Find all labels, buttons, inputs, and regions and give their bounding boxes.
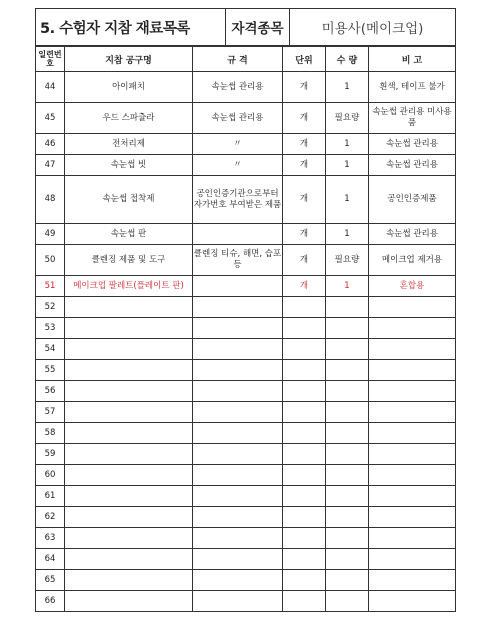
cell-spec xyxy=(193,339,283,360)
cell-spec xyxy=(193,486,283,507)
cell-unit xyxy=(283,402,326,423)
cell-name: 속눈썹 판 xyxy=(65,224,193,245)
cell-spec xyxy=(193,465,283,486)
cell-name: 속눈썹 접착제 xyxy=(65,176,193,224)
cell-note: 혼합용 xyxy=(369,276,456,297)
col-header-no: 일련번호 xyxy=(36,47,65,72)
col-header-qty: 수 량 xyxy=(326,47,369,72)
cell-note: 속눈썹 관리용 xyxy=(369,155,456,176)
cell-unit xyxy=(283,444,326,465)
cell-qty: 1 xyxy=(326,176,369,224)
cell-unit xyxy=(283,339,326,360)
cell-no: 57 xyxy=(36,402,65,423)
cell-qty: 필요량 xyxy=(326,245,369,276)
table-row-empty xyxy=(36,549,456,570)
table-row-empty xyxy=(36,486,456,507)
cell-unit xyxy=(283,318,326,339)
cell-qty: 1 xyxy=(326,155,369,176)
cell-spec xyxy=(193,444,283,465)
cell-spec xyxy=(193,570,283,591)
cell-name: 클렌징 제품 및 도구 xyxy=(65,245,193,276)
table-row-empty xyxy=(36,318,456,339)
table-row-empty xyxy=(36,381,456,402)
cell-no: 53 xyxy=(36,318,65,339)
cell-spec: 공인인증기관으로부터 자가번호 부여받은 제품 xyxy=(193,176,283,224)
cell-no: 45 xyxy=(36,103,65,134)
cell-name: 속눈썹 빗 xyxy=(65,155,193,176)
cell-unit: 개 xyxy=(283,224,326,245)
cell-unit: 개 xyxy=(283,72,326,103)
cell-name: 우드 스파츌라 xyxy=(65,103,193,134)
cell-no: 56 xyxy=(36,381,65,402)
table-row-empty xyxy=(36,465,456,486)
table-row xyxy=(36,224,456,245)
cell-qty: 1 xyxy=(326,224,369,245)
cell-note xyxy=(369,549,456,570)
table-row-empty xyxy=(36,570,456,591)
cell-no: 54 xyxy=(36,339,65,360)
cell-name xyxy=(65,339,193,360)
header-table xyxy=(35,8,456,46)
cell-qty xyxy=(326,381,369,402)
cell-note: 메이크업 제거용 xyxy=(369,245,456,276)
cell-no: 64 xyxy=(36,549,65,570)
cell-qty xyxy=(326,402,369,423)
cell-unit xyxy=(283,486,326,507)
cell-no: 55 xyxy=(36,360,65,381)
cell-qty xyxy=(326,486,369,507)
cell-no: 46 xyxy=(36,134,65,155)
cell-name xyxy=(65,360,193,381)
cell-qty xyxy=(326,360,369,381)
cell-spec xyxy=(193,360,283,381)
cell-qty xyxy=(326,591,369,612)
cell-qty: 1 xyxy=(326,276,369,297)
cell-qty xyxy=(326,423,369,444)
cell-name xyxy=(65,570,193,591)
cell-unit xyxy=(283,591,326,612)
table-row-empty xyxy=(36,339,456,360)
header-row xyxy=(36,9,456,46)
cell-no: 62 xyxy=(36,507,65,528)
table-row xyxy=(36,155,456,176)
cell-no: 48 xyxy=(36,176,65,224)
cell-qty xyxy=(326,528,369,549)
cell-spec: 클렌징 티슈, 해면, 습포 등 xyxy=(193,245,283,276)
materials-table xyxy=(35,46,456,612)
cell-unit: 개 xyxy=(283,134,326,155)
cell-name: 아이패치 xyxy=(65,72,193,103)
cell-name xyxy=(65,591,193,612)
cell-name xyxy=(65,465,193,486)
cell-note xyxy=(369,507,456,528)
cell-unit xyxy=(283,297,326,318)
cell-note xyxy=(369,360,456,381)
cell-qty xyxy=(326,465,369,486)
table-row xyxy=(36,72,456,103)
materials-sheet xyxy=(35,8,455,612)
col-header-name: 지참 공구명 xyxy=(65,47,193,72)
table-row-empty xyxy=(36,507,456,528)
cell-name xyxy=(65,528,193,549)
cell-spec xyxy=(193,297,283,318)
cell-note xyxy=(369,486,456,507)
cell-spec xyxy=(193,318,283,339)
cell-name: 전처리제 xyxy=(65,134,193,155)
cell-note xyxy=(369,402,456,423)
cell-spec: 속눈썹 관리용 xyxy=(193,103,283,134)
cell-unit xyxy=(283,360,326,381)
cell-name xyxy=(65,423,193,444)
cell-spec xyxy=(193,549,283,570)
cell-unit: 개 xyxy=(283,155,326,176)
table-row-empty xyxy=(36,360,456,381)
cell-no: 51 xyxy=(36,276,65,297)
cell-spec xyxy=(193,276,283,297)
cell-spec xyxy=(193,224,283,245)
cell-no: 58 xyxy=(36,423,65,444)
cell-note: 속눈썹 관리용 xyxy=(369,224,456,245)
table-row-empty xyxy=(36,528,456,549)
cell-spec xyxy=(193,381,283,402)
cell-qty xyxy=(326,444,369,465)
cell-qty xyxy=(326,339,369,360)
cell-unit: 개 xyxy=(283,245,326,276)
cell-note xyxy=(369,381,456,402)
sheet-title: 5. 수험자 지참 재료목록 xyxy=(36,9,226,46)
cell-name xyxy=(65,507,193,528)
cell-unit: 개 xyxy=(283,103,326,134)
cell-spec xyxy=(193,591,283,612)
cell-no: 65 xyxy=(36,570,65,591)
table-row xyxy=(36,134,456,155)
cell-note xyxy=(369,465,456,486)
cell-name xyxy=(65,402,193,423)
cell-note: 공인인증제품 xyxy=(369,176,456,224)
qualification-label: 자격종목 xyxy=(226,9,290,46)
cell-no: 49 xyxy=(36,224,65,245)
cell-qty xyxy=(326,570,369,591)
cell-spec xyxy=(193,402,283,423)
cell-no: 63 xyxy=(36,528,65,549)
cell-qty xyxy=(326,318,369,339)
cell-spec xyxy=(193,507,283,528)
table-row-empty xyxy=(36,402,456,423)
cell-qty: 1 xyxy=(326,134,369,155)
cell-no: 47 xyxy=(36,155,65,176)
cell-note: 속눈썹 관리용 미사용품 xyxy=(369,103,456,134)
cell-name xyxy=(65,297,193,318)
cell-qty xyxy=(326,549,369,570)
col-header-spec: 규 격 xyxy=(193,47,283,72)
cell-no: 61 xyxy=(36,486,65,507)
cell-note xyxy=(369,423,456,444)
cell-spec xyxy=(193,528,283,549)
cell-unit: 개 xyxy=(283,176,326,224)
table-row-empty xyxy=(36,591,456,612)
cell-spec: 〃 xyxy=(193,155,283,176)
table-row xyxy=(36,103,456,134)
cell-note xyxy=(369,570,456,591)
cell-unit xyxy=(283,465,326,486)
table-row-empty xyxy=(36,423,456,444)
col-header-note: 비 고 xyxy=(369,47,456,72)
table-row-highlighted xyxy=(36,276,456,297)
cell-unit xyxy=(283,549,326,570)
cell-spec xyxy=(193,423,283,444)
cell-qty: 필요량 xyxy=(326,103,369,134)
cell-unit: 개 xyxy=(283,276,326,297)
cell-spec: 속눈썹 관리용 xyxy=(193,72,283,103)
cell-qty xyxy=(326,297,369,318)
qualification-value: 미용사(메이크업) xyxy=(290,9,456,46)
cell-note: 흰색, 테이프 불가 xyxy=(369,72,456,103)
cell-unit xyxy=(283,423,326,444)
cell-no: 59 xyxy=(36,444,65,465)
table-row xyxy=(36,245,456,276)
cell-name xyxy=(65,381,193,402)
cell-no: 44 xyxy=(36,72,65,103)
cell-name xyxy=(65,318,193,339)
cell-no: 60 xyxy=(36,465,65,486)
col-header-unit: 단위 xyxy=(283,47,326,72)
cell-name: 메이크업 팔레트(플레이트 판) xyxy=(65,276,193,297)
cell-no: 66 xyxy=(36,591,65,612)
table-row xyxy=(36,176,456,224)
table-row-empty xyxy=(36,297,456,318)
cell-note xyxy=(369,444,456,465)
table-body xyxy=(36,72,456,612)
cell-unit xyxy=(283,528,326,549)
cell-note xyxy=(369,591,456,612)
cell-note xyxy=(369,318,456,339)
cell-note: 속눈썹 관리용 xyxy=(369,134,456,155)
cell-no: 52 xyxy=(36,297,65,318)
cell-unit xyxy=(283,570,326,591)
cell-note xyxy=(369,297,456,318)
cell-unit xyxy=(283,507,326,528)
cell-name xyxy=(65,444,193,465)
cell-note xyxy=(369,339,456,360)
cell-name xyxy=(65,549,193,570)
column-header-row xyxy=(36,47,456,72)
cell-note xyxy=(369,528,456,549)
cell-spec: 〃 xyxy=(193,134,283,155)
cell-qty xyxy=(326,507,369,528)
cell-unit xyxy=(283,381,326,402)
cell-qty: 1 xyxy=(326,72,369,103)
table-row-empty xyxy=(36,444,456,465)
cell-name xyxy=(65,486,193,507)
cell-no: 50 xyxy=(36,245,65,276)
